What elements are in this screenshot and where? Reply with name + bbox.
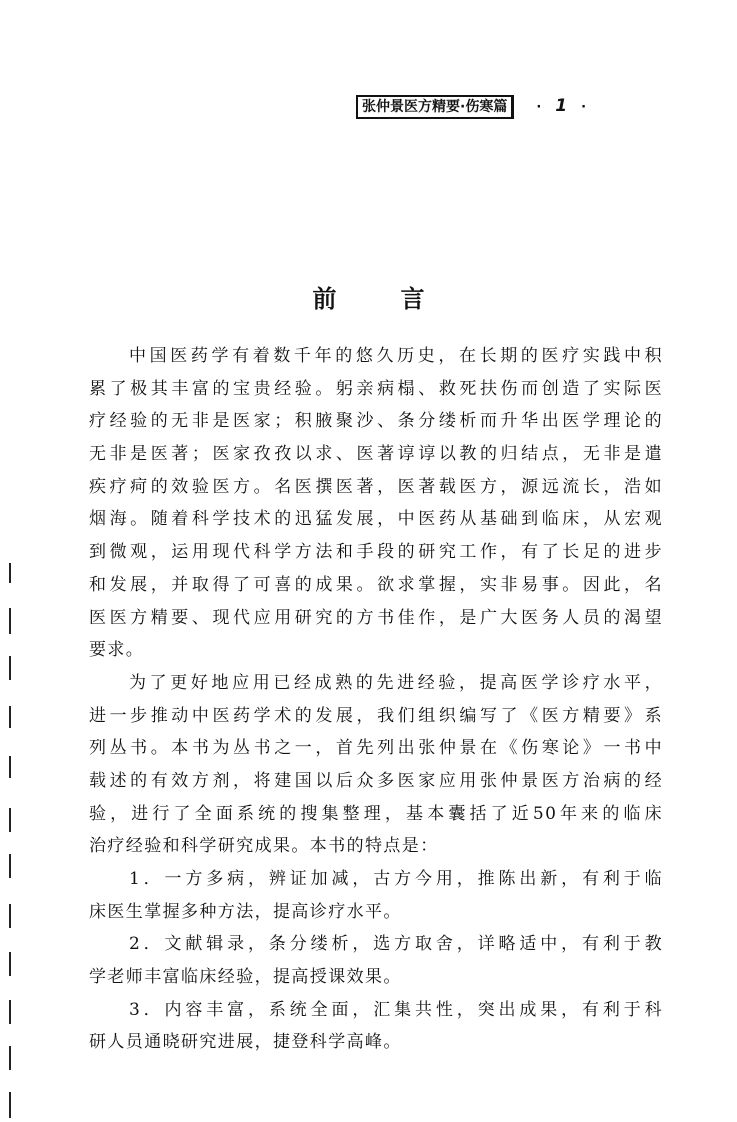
text-line: 1．一方多病，辨证加减，古方今用，推陈出新，有利于临 <box>129 869 663 889</box>
text-line: 列丛书。本书为丛书之一，首先列出张仲景在《伤寒论》一书中 <box>89 738 663 759</box>
binding-gutter-mark <box>9 952 11 976</box>
text-line: 进一步推动中医药学术的发展，我们组织编写了《医方精要》系 <box>89 705 663 726</box>
binding-gutter-mark <box>9 608 11 634</box>
text-line: 学老师丰富临床经验，提高授课效果。 <box>89 967 402 988</box>
text-line: 为了更好地应用已经成熟的先进经验，提高医学诊疗水平， <box>129 672 663 693</box>
text-line: 无非是医著；医家孜孜以求、医著谆谆以教的归结点，无非是遣 <box>89 444 663 465</box>
page-number-dot-right: · <box>581 100 587 115</box>
binding-gutter-mark <box>9 904 11 928</box>
text-line: 烟海。随着科学技术的迅猛发展，中医药从基础到临床，从宏观 <box>89 509 663 530</box>
page-number <box>536 96 586 118</box>
text-line: 医医方精要、现代应用研究的方书佳作，是广大医务人员的渴望 <box>89 607 663 628</box>
binding-gutter-mark <box>9 706 11 728</box>
text-line: 3．内容丰富，系统全面，汇集共性，突出成果，有利于科 <box>129 999 663 1020</box>
paragraph <box>89 340 663 667</box>
text-line: 载述的有效方剂，将建国以后众多医家应用张仲景医方治病的经 <box>89 770 663 791</box>
binding-gutter-mark <box>9 1092 11 1118</box>
preface-heading: 前言 <box>312 285 489 313</box>
page-number-dot-left: · <box>536 100 542 115</box>
binding-gutter-mark <box>9 1046 11 1070</box>
text-line: 验，进行了全面系统的搜集整理，基本囊括了近50年来的临床 <box>89 803 663 824</box>
text-line: 和发展，并取得了可喜的成果。欲求掌握，实非易事。因此，名 <box>89 574 663 595</box>
binding-gutter-mark <box>9 656 11 680</box>
binding-gutter-mark <box>9 854 11 878</box>
book-title-box: 张仲景医方精要·伤寒篇 <box>356 95 514 119</box>
page-number-value: 1 <box>555 96 568 116</box>
text-line: 研人员通晓研究进展，捷登科学高峰。 <box>89 1032 402 1053</box>
text-line: 要求。 <box>89 640 145 661</box>
binding-gutter-mark <box>9 563 11 583</box>
binding-gutter-mark <box>9 756 11 778</box>
paragraph <box>89 994 663 1059</box>
text-line: 累了极其丰富的宝贵经验。躬亲病榻、救死扶伤而创造了实际医 <box>89 378 663 399</box>
text-line: 治疗经验和科学研究成果。本书的特点是： <box>89 836 439 857</box>
paragraph <box>89 863 663 928</box>
running-head <box>356 94 586 120</box>
text-line: 到微观，运用现代科学方法和手段的研究工作，有了长足的进步 <box>89 542 663 563</box>
paragraph <box>89 928 663 993</box>
text-line: 疗经验的无非是医家；积腋聚沙、条分缕析而升华出医学理论的 <box>89 411 663 432</box>
text-line: 中国医药学有着数千年的悠久历史，在长期的医疗实践中积 <box>129 346 663 366</box>
binding-gutter-mark <box>9 808 11 832</box>
text-line: 2．文献辑录，条分缕析，选方取舍，详略适中，有利于教 <box>129 934 663 955</box>
text-line: 床医生掌握多种方法，提高诊疗水平。 <box>89 901 402 922</box>
binding-gutter-mark <box>9 1000 11 1024</box>
paragraph <box>89 667 663 863</box>
text-line: 疾疗疴的效验医方。名医撰医著，医著载医方，源远流长，浩如 <box>89 476 663 497</box>
preface-body <box>89 340 663 1059</box>
